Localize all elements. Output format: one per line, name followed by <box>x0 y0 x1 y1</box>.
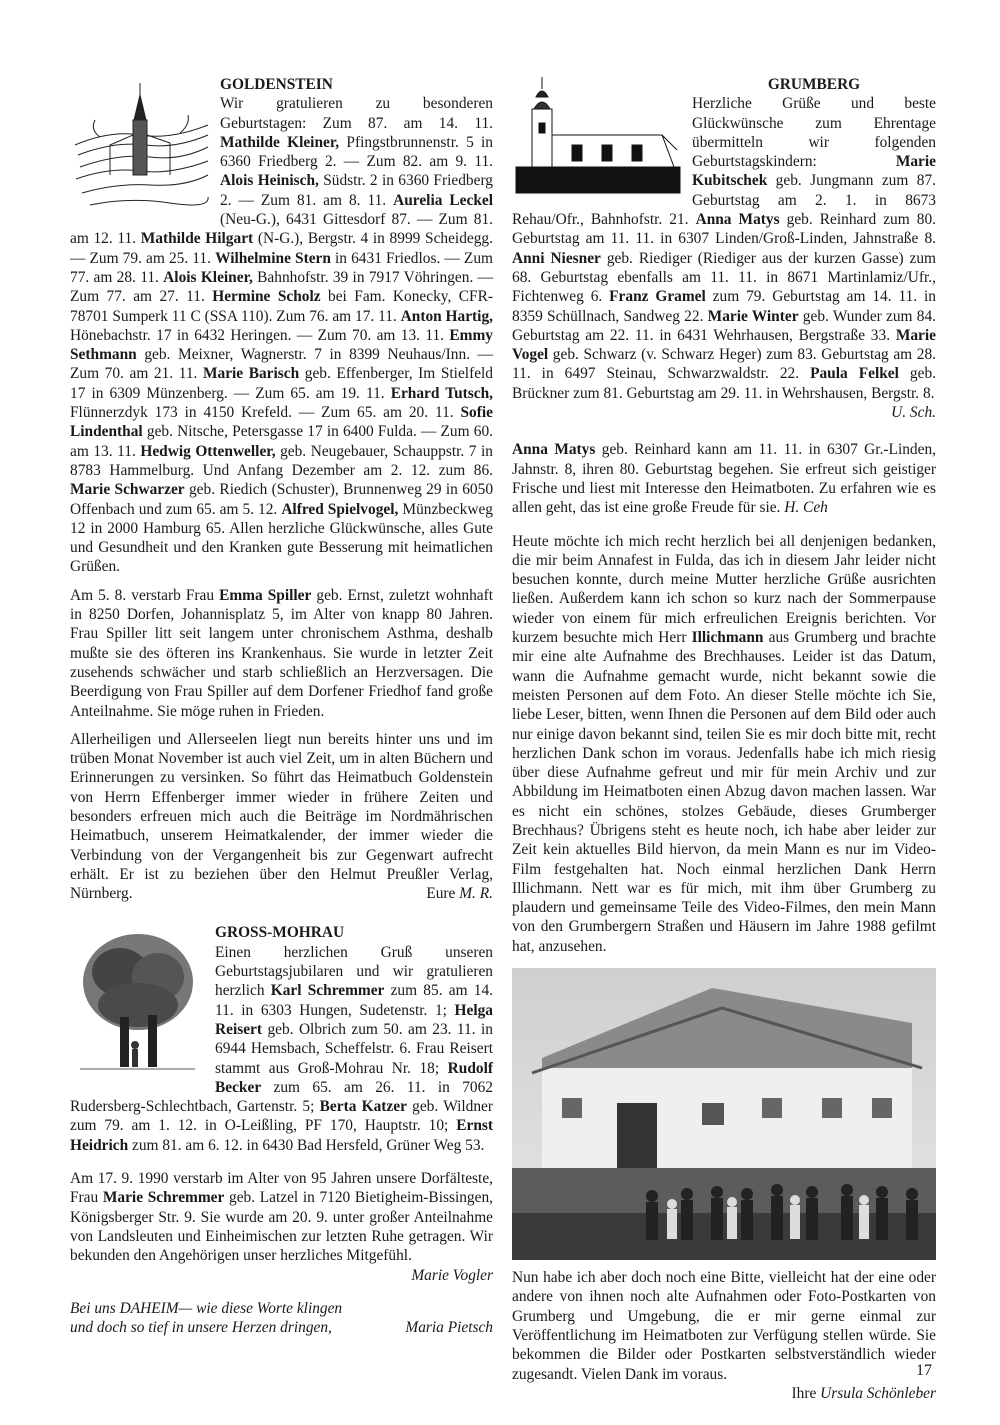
goldenstein-text: Wir gratulieren zu besonderen Geburtstagen: Zum 87. am 14. 11. Mathilde Kleiner, Pfingstbrunnenstr. 5 in 6360 Friedberg 2. — Zum 82. am 9. 11. Alois Heinisch, Südstr. 2 in 6360 Friedberg 2. — Zum 81. am 8. 11. Aurelia Leckel (Neu-G.), 6431 Gittesdorf 87. — Zum 81. am 12. 11. Mathilde Hilgart (N-G.), Bergstr. 4 in 8999 Scheidegg. — Zum 79. am 25. 11. Wilhelmine Stern in 6431 Friedlos. — Zum 77. am 28. 11. Alois Kleiner, Bahnhofstr. 39 in 7917 Vöhringen. — Zum 77. am 27. 11. Hermine Scholz bei Fam. Konecky, CFR-78701 Sumperk 11 C (SSA 110). Zum 76. am 17. 11. Anton Hartig, Hönebachstr. 17 in 6432 Heringen. — Zum 70. am 13. 11. Emmy Sethmann geb. Meixner, Wagnerstr. 7 in 8399 Neuhaus/Inn. — Zum 70. am 21. 11. Marie Barisch geb. Effenberger, Im Stielfeld 17 in 6309 Münzenberg. — Zum 65. am 19. 11. Erhard Tutsch, Flünnerzdyk 173 in 4150 Krefeld. — Zum 65. am 20. 11. Sofie Lindenthal geb. Nitsche, Petersgasse 17 in 6400 Fulda. — Zum 60. am 13. 11. Hedwig Ottenweller, geb. Neugebauer, Schauppstr. 7 in 8783 Hammelburg. Und Anfang Dezember am 2. 12. zum 86. Marie Schwarzer geb. Riedich (Schuster), Brunnenweg 29 in 6050 Offenbach und zum 65. am 5. 12. Alfred Spielvogel, Münzbeckweg 12 in 2000 Hamburg 65. Allen herzliche Glückwünsche, alles Gute und Gesundheit und den Kranken gute Besserung mit heimatlichen Grüßen. <box>70 95 494 576</box>
page-number: 17 <box>916 1362 932 1379</box>
left-column <box>70 75 493 1337</box>
grumberg-text: Herzliche Grüße und beste Glückwünsche zum Ehrentage übermitteln wir folgenden Geburtstagskindern: Marie Kubitschek geb. Jungmann zum 87. Geburtstag am 2. 1. in 8673 Rehau/Ofr., Bahnhofstr. 21. Anna Matys geb. Reinhard zum 80. Geburtstag am 11. 11. in 6307 Linden/Groß-Linden, Jahnstraße 8. Anni Niesner geb. Riediger (Riediger aus der kurzen Gasse) zum 68. Geburtstag ebenfalls am 11. 11. in 8671 Martinlamiz/Ufr., Fichtenweg 6. Franz Gramel zum 79. Geburtstag am 14. 11. in 8359 Schüllnach, Sandweg 22. Marie Winter geb. Wunder zum 84. Geburtstag am 22. 11. in 6431 Wehrhausen, Bergstraße 33. Marie Vogel geb. Schwarz (v. Schwarz Heger) zum 83. Geburtstag am 28. 11. in 6497 Steinau, Schwarzwaldstr. 22. Paula Felkel geb. Brückner zum 81. Geburtstag am 29. 11. in Wehrshausen, Bergstr. 8. U. Sch. <box>512 95 937 422</box>
grumberg-church-sketch-icon <box>512 75 682 200</box>
poem-line-1: Bei uns DAHEIM— wie diese Worte klingen <box>70 1299 343 1317</box>
brechhaus-photo <box>512 968 936 1260</box>
goldenstein-heading: GOLDENSTEIN <box>220 76 333 93</box>
paragraph-spiller: Am 5. 8. verstarb Frau Emma Spiller geb. Ernst, zuletzt wohnhaft in 8250 Dorfen, Johannisplatz 5, im Alter von knapp 80 Jahren. Frau Spiller litt seit langem unter chronischem Asthma, deshalb mußte sie des öfteren ins Krankenhaus. Sie wurde in letzter Zeit zusehends schwächer und starb schließlich an Herzversagen. Die Beerdigung von Frau Spiller auf dem Dorfener Friedhof fand große Anteilnahme. Sie möge ruhen in Frieden. <box>70 586 493 720</box>
signature-ursula: Ihre Ursula Schönleber <box>791 1384 936 1402</box>
section-gross-mohrau <box>70 923 493 1155</box>
paragraph-matys: Anna Matys geb. Reinhard kann am 11. 11. in 6307 Gr.-Linden, Jahnstr. 8, ihren 80. Geburtstag begehen. Sie erfreut sich geistiger Frische und liest mit Interesse den Heimatboten. Zu erfahren wie es allen geht, das ist eine große Freude für sie. H. Ceh <box>512 441 936 517</box>
section-goldenstein <box>70 75 493 577</box>
paragraph-annafest: Heute möchte ich mich recht herzlich bei all denjenigen bedanken, die mir beim Annafest in Fulda, das ich in diesem Jahr leider nicht besuchen konnte, durch meine Mutter herzliche Grüße ausrichten ließen. Außerdem kann ich schon so kurz nach der Sommerpause wieder von einem für mich erfreulichen Ereignis berichten. Vor kurzem besuchte mich Herr Illichmann aus Grumberg und brachte mir eine alte Aufnahme des Brechhauses. Leider ist das Datum, wann die Aufnahme gemacht wurde, nicht bekannt sowie die meisten Personen auf dem Foto. An dieser Stelle möchte ich Sie, liebe Leser, bitten, wenn Ihnen die Personen auf dem Bild oder auch nur einige davon bekannt sind, teilen Sie es mir doch bitte mit, recht herzlichen Dank schon im voraus. Jedenfalls habe ich mich riesig über diese Aufnahme gefreut und mir für mein Archiv und zur Abbildung im Heimatboten einen Abzug davon machen lassen. War es nicht ein schönes, stolzes Gebäude, dieses Grumberger Brechhaus? Übrigens steht es heute noch, ich habe aber leider zur Zeit kein aktuelles Bild hiervon, da mein Mann es nur im Video-Film festgehalten hat. Noch einmal herzlichen Dank Herrn Illichmann. Nett war es für mich, mit ihm über Grumberg zu plaudern und gemeinsame Teile des Video-Filmes, den mein Mann von den Grumbergern Straßen und Häusern im Jahre 1988 gefilmt hat, anzusehen. <box>512 532 936 955</box>
signature-mr: Eure M. R. <box>426 885 493 903</box>
gross-mohrau-tree-sketch-icon <box>70 927 205 1077</box>
poem <box>70 1299 493 1338</box>
poem-line-2: und doch so tief in unsere Herzen dringen, Maria Pietsch <box>70 1319 493 1337</box>
signature-marie-vogler: Marie Vogler <box>411 1266 493 1284</box>
paragraph-schremmer: Am 17. 9. 1990 verstarb im Alter von 95 Jahren unsere Dorfälteste, Frau Marie Schremmer geb. Latzel in 7120 Bietigheim-Bissingen, Königsberger Str. 9. Sie wurde am 20. 9. unter großer Anteilnahme von Landsleuten und Einheimischen zur letzten Ruhe getragen. Wir bekunden den Angehörigen unser herzliches Mitgefühl. Marie Vogler <box>70 1170 493 1284</box>
signature-h-ceh: H. Ceh <box>784 499 828 517</box>
paragraph-allerheiligen: Allerheiligen und Allerseelen liegt nun bereits hinter uns und im trüben Monat November ist auch viel Zeit, um in alten Büchern und Erinnerungen zu versinken. So führt das Heimatbuch Goldenstein von Herrn Effenberger immer wieder in frühere Zeiten und besonders erfreuen mich auch die Beiträge im Nordmährischen Heimatbuch, unserem Heimatkalender, der immer wieder die Verbindung von der Vergangenheit bis zur Gegenwart aufrecht erhält. Er ist zu beziehen über den Helmut Preußler Verlag, Nürnberg. Eure M. R. <box>70 730 493 903</box>
poem-author: Maria Pietsch <box>405 1319 493 1337</box>
gross-mohrau-heading: GROSS-MOHRAU <box>215 924 345 942</box>
gross-mohrau-text: Einen herzlichen Gruß unseren Geburtstagsjubilaren und wir gratulieren herzlich Karl Schremmer zum 85. am 14. 11. in 6303 Hungen, Sudetenstr. 1; Helga Reisert geb. Olbrich zum 50. am 23. 11. in 6944 Hemsbach, Scheffelstr. 6. Frau Reisert stammt aus Groß-Mohrau Nr. 18; Rudolf Becker zum 65. am 26. 11. in 7062 Rudersberg-Schlechtbach, Gartenstr. 5; Berta Katzer geb. Wildner zum 79. am 1. 12. in O-Leißling, PF 170, Hauptstr. 10; Ernst Heidrich zum 81. am 6. 12. in 6430 Bad Hersfeld, Grüner Weg 53. <box>70 943 493 1154</box>
signature-u-sch: U. Sch. <box>891 404 936 422</box>
goldenstein-church-sketch-icon <box>70 75 210 215</box>
right-column <box>512 75 936 1403</box>
grumberg-heading: GRUMBERG <box>767 76 861 93</box>
paragraph-bitte: Nun habe ich aber doch noch eine Bitte, vielleicht hat der eine oder andere von ihnen noch alte Aufnahmen oder Foto-Postkarten von Grumberg und Umgebung, die er mir gerne einmal zur Veröffentlichung im Heimatboten zur Verfügung stellen würde. Sie bekommen die Bilder oder Postkarten selbstverständlich wieder zugesandt. Vielen Dank im voraus. <box>512 1269 936 1383</box>
section-grumberg <box>512 75 936 422</box>
